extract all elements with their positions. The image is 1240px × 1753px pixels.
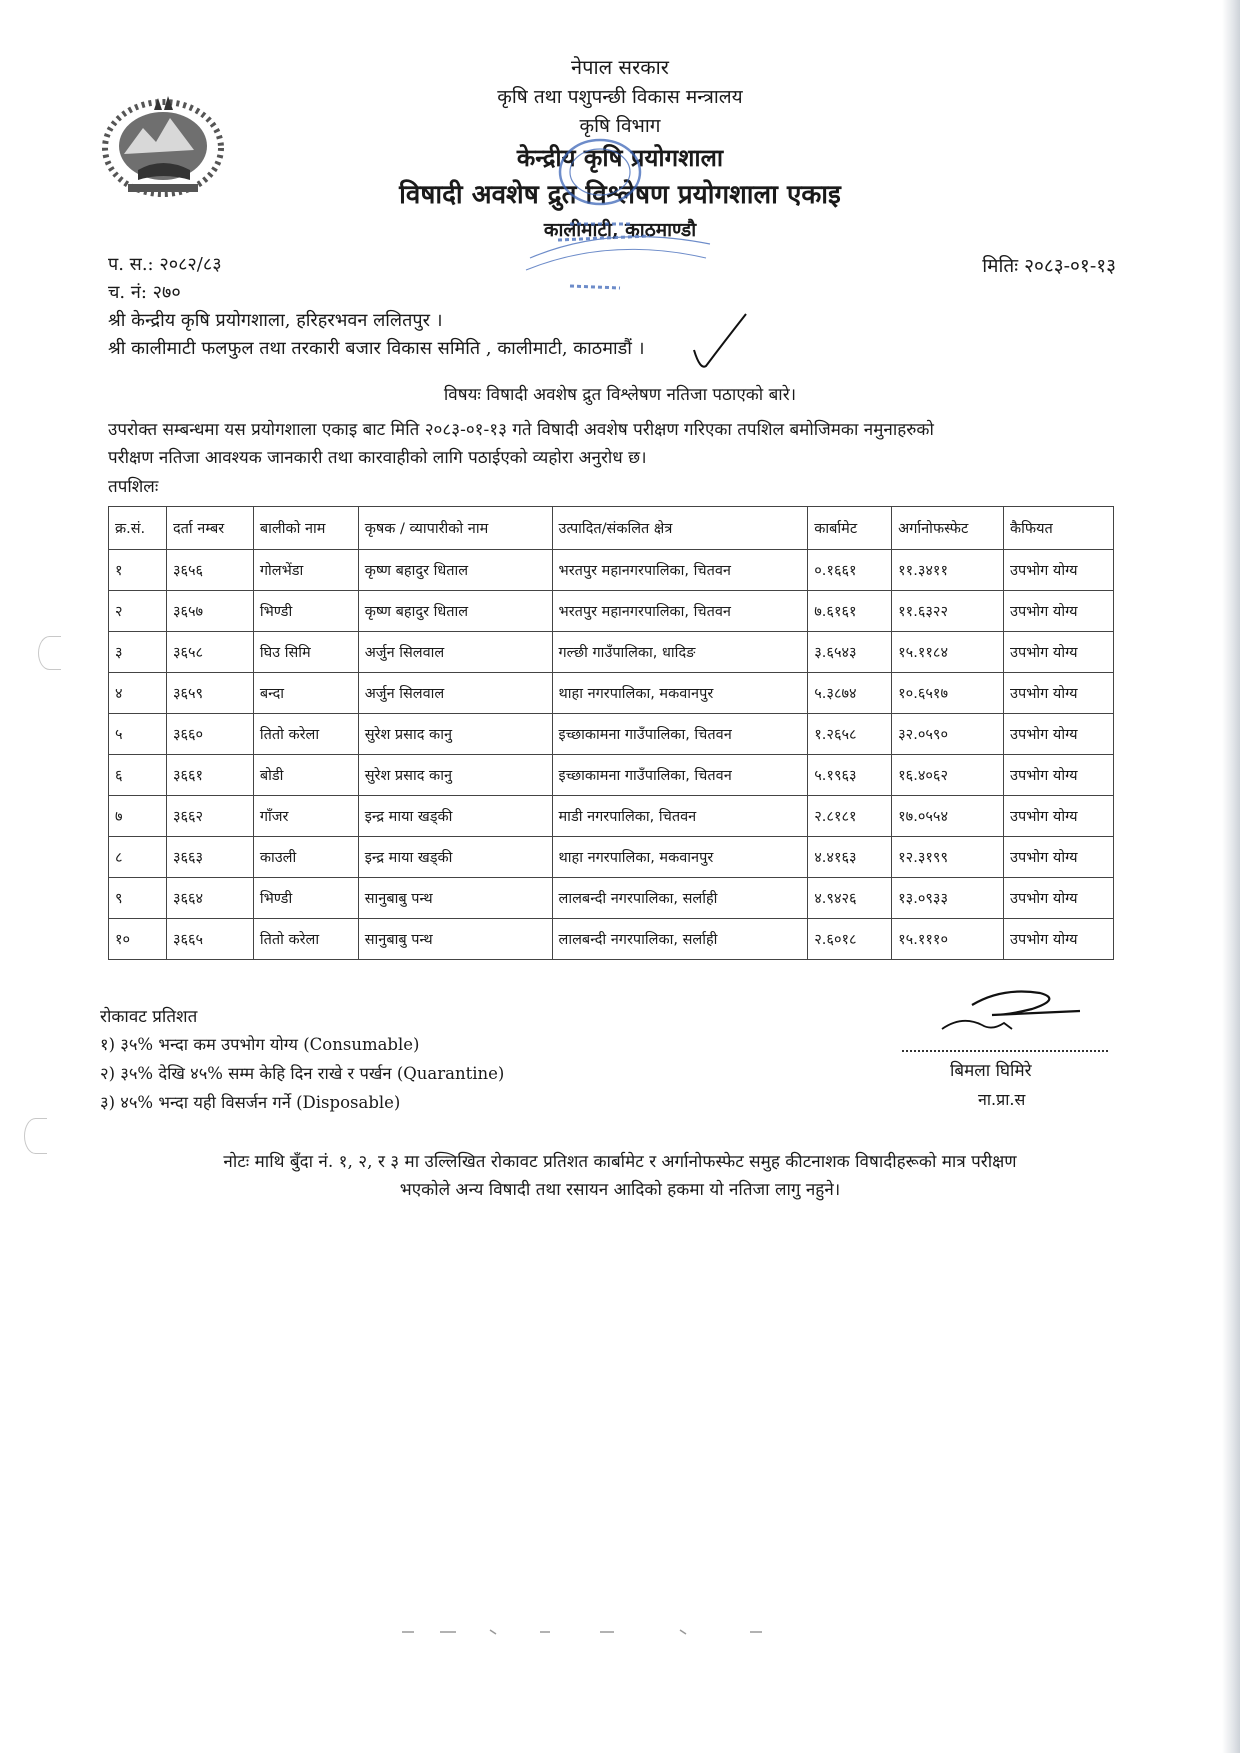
registration-cell: ३६६४ bbox=[166, 878, 253, 919]
carbamate-cell: ५.१९६३ bbox=[808, 755, 892, 796]
registration-cell: ३६५६ bbox=[166, 550, 253, 591]
footnote-line: भएकोले अन्य विषादी तथा रसायन आदिको हकमा यो नतिजा लागु नहुने। bbox=[399, 1180, 841, 1200]
table-row bbox=[109, 632, 1114, 673]
registration-cell: ३६५८ bbox=[166, 632, 253, 673]
organophosphate-cell: १७.०५५४ bbox=[892, 796, 1004, 837]
dispatch-number: च. नं: २७० bbox=[108, 282, 181, 303]
tick-mark-icon bbox=[690, 310, 750, 370]
registration-cell: ३६६५ bbox=[166, 919, 253, 960]
farmer-cell: इन्द्र माया खड्की bbox=[358, 837, 552, 878]
registration-cell: ३६५७ bbox=[166, 591, 253, 632]
registration-cell: ३६५९ bbox=[166, 673, 253, 714]
department-name: कृषि विभाग bbox=[579, 115, 661, 137]
registration-cell: ३६६१ bbox=[166, 755, 253, 796]
location-cell: भरतपुर महानगरपालिका, चितवन bbox=[552, 591, 808, 632]
table-row bbox=[109, 837, 1114, 878]
footnote bbox=[120, 1148, 1120, 1204]
carbamate-cell: ७.६१६१ bbox=[808, 591, 892, 632]
carbamate-cell: १.२६५८ bbox=[808, 714, 892, 755]
organophosphate-cell: १३.०९३३ bbox=[892, 878, 1004, 919]
serial-cell: ६ bbox=[109, 755, 167, 796]
location-cell: थाहा नगरपालिका, मकवानपुर bbox=[552, 673, 808, 714]
crop-cell: काउली bbox=[253, 837, 358, 878]
farmer-cell: इन्द्र माया खड्की bbox=[358, 796, 552, 837]
organophosphate-cell: ३२.०५९० bbox=[892, 714, 1004, 755]
binding-hole-mark bbox=[24, 1118, 47, 1154]
organophosphate-cell: १५.१११० bbox=[892, 919, 1004, 960]
carbamate-cell: ३.६५४३ bbox=[808, 632, 892, 673]
crop-cell: बन्दा bbox=[253, 673, 358, 714]
office-stamp-icon bbox=[510, 128, 720, 308]
column-header: क्र.सं. bbox=[109, 507, 167, 550]
body-line: परीक्षण नतिजा आवश्यक जानकारी तथा कारवाहीको लागि पठाईएको व्यहोरा अनुरोध छ। bbox=[108, 448, 647, 468]
location-cell: लालबन्दी नगरपालिका, सर्लाही bbox=[552, 878, 808, 919]
farmer-cell: सुरेश प्रसाद कानु bbox=[358, 714, 552, 755]
body-paragraph bbox=[108, 416, 1108, 472]
central-lab-name: केन्द्रीय कृषि प्रयोगशाला bbox=[516, 143, 724, 172]
remark-cell: उपभोग योग्य bbox=[1004, 919, 1114, 960]
serial-cell: १० bbox=[109, 919, 167, 960]
farmer-cell: सुरेश प्रसाद कानु bbox=[358, 755, 552, 796]
remark-cell: उपभोग योग्य bbox=[1004, 550, 1114, 591]
registration-cell: ३६६० bbox=[166, 714, 253, 755]
crop-cell: घिउ सिमि bbox=[253, 632, 358, 673]
farmer-cell: अर्जुन सिलवाल bbox=[358, 673, 552, 714]
crop-cell: तितो करेला bbox=[253, 714, 358, 755]
crop-cell: भिण्डी bbox=[253, 591, 358, 632]
serial-cell: ३ bbox=[109, 632, 167, 673]
letter-date: मितिः २०८३-०१-१३ bbox=[982, 255, 1116, 277]
column-header: बालीको नाम bbox=[253, 507, 358, 550]
remark-cell: उपभोग योग्य bbox=[1004, 632, 1114, 673]
location-cell: थाहा नगरपालिका, मकवानपुर bbox=[552, 837, 808, 878]
organophosphate-cell: १०.६५१७ bbox=[892, 673, 1004, 714]
serial-cell: १ bbox=[109, 550, 167, 591]
faint-footer-marks bbox=[400, 1626, 780, 1638]
serial-cell: ५ bbox=[109, 714, 167, 755]
carbamate-cell: २.८१८१ bbox=[808, 796, 892, 837]
binding-hole-mark bbox=[38, 636, 61, 670]
table-row bbox=[109, 755, 1114, 796]
carbamate-cell: ४.९४२६ bbox=[808, 878, 892, 919]
location-cell: गल्छी गाउँपालिका, धादिङ bbox=[552, 632, 808, 673]
location-cell: इच्छाकामना गाउँपालिका, चितवन bbox=[552, 755, 808, 796]
crop-cell: बोडी bbox=[253, 755, 358, 796]
location-cell: इच्छाकामना गाउँपालिका, चितवन bbox=[552, 714, 808, 755]
farmer-cell: कृष्ण बहादुर धिताल bbox=[358, 550, 552, 591]
organophosphate-cell: ११.६३२२ bbox=[892, 591, 1004, 632]
column-header: दर्ता नम्बर bbox=[166, 507, 253, 550]
column-header: उत्पादित/संकलित क्षेत्र bbox=[552, 507, 808, 550]
remark-cell: उपभोग योग्य bbox=[1004, 591, 1114, 632]
table-row bbox=[109, 673, 1114, 714]
serial-cell: २ bbox=[109, 591, 167, 632]
table-row bbox=[109, 550, 1114, 591]
serial-cell: ८ bbox=[109, 837, 167, 878]
reference-number: प. स.: २०८२/८३ bbox=[108, 254, 222, 275]
legend-item: ३) ४५% भन्दा यही विसर्जन गर्ने (Disposable) bbox=[100, 1093, 401, 1112]
signatory-name: बिमला घिमिरे bbox=[950, 1061, 1032, 1081]
crop-cell: गाँजर bbox=[253, 796, 358, 837]
government-name: नेपाल सरकार bbox=[571, 55, 669, 79]
signatory-title: ना.प्रा.स bbox=[978, 1090, 1026, 1109]
location-cell: लालबन्दी नगरपालिका, सर्लाही bbox=[552, 919, 808, 960]
legend-item: १) ३५% भन्दा कम उपभोग योग्य (Consumable) bbox=[100, 1035, 420, 1054]
organophosphate-cell: १२.३१९९ bbox=[892, 837, 1004, 878]
table-row bbox=[109, 591, 1114, 632]
crop-cell: तितो करेला bbox=[253, 919, 358, 960]
legend-list bbox=[100, 1030, 504, 1117]
crop-cell: गोलभेंडा bbox=[253, 550, 358, 591]
crop-cell: भिण्डी bbox=[253, 878, 358, 919]
body-line: उपरोक्त सम्बन्धमा यस प्रयोगशाला एकाइ बाट मिति २०८३-०१-१३ गते विषादी अवशेष परीक्षण गरिएका तपशिल बमोजिमका नमुनाहरुको bbox=[108, 420, 934, 440]
carbamate-cell: ४.४१६३ bbox=[808, 837, 892, 878]
location-cell: माडी नगरपालिका, चितवन bbox=[552, 796, 808, 837]
recipient-1: श्री केन्द्रीय कृषि प्रयोगशाला, हरिहरभवन ललितपुर । bbox=[108, 310, 443, 331]
carbamate-cell: ०.१६६१ bbox=[808, 550, 892, 591]
organophosphate-cell: १५.११८४ bbox=[892, 632, 1004, 673]
table-row bbox=[109, 714, 1114, 755]
scan-edge bbox=[1222, 0, 1240, 1753]
results-table bbox=[108, 506, 1114, 960]
farmer-cell: सानुबाबु पन्थ bbox=[358, 919, 552, 960]
signature-line bbox=[902, 1030, 1108, 1052]
column-header: कृषक / व्यापारीको नाम bbox=[358, 507, 552, 550]
farmer-cell: कृष्ण बहादुर धिताल bbox=[358, 591, 552, 632]
carbamate-cell: ५.३८७४ bbox=[808, 673, 892, 714]
table-header-row bbox=[109, 507, 1114, 550]
recipient-2: श्री कालीमाटी फलफुल तथा तरकारी बजार विकास समिति , कालीमाटी, काठमाडौं । bbox=[108, 338, 645, 359]
carbamate-cell: २.६०१८ bbox=[808, 919, 892, 960]
remark-cell: उपभोग योग्य bbox=[1004, 878, 1114, 919]
organophosphate-cell: १६.४०६२ bbox=[892, 755, 1004, 796]
legend-item: २) ३५% देखि ४५% सम्म केहि दिन राखे र पर्खन (Quarantine) bbox=[100, 1064, 505, 1083]
ministry-name: कृषि तथा पशुपन्छी विकास मन्त्रालय bbox=[497, 86, 743, 108]
table-row bbox=[109, 878, 1114, 919]
location-cell: भरतपुर महानगरपालिका, चितवन bbox=[552, 550, 808, 591]
serial-cell: ९ bbox=[109, 878, 167, 919]
remark-cell: उपभोग योग्य bbox=[1004, 755, 1114, 796]
serial-cell: ४ bbox=[109, 673, 167, 714]
legend-title: रोकावट प्रतिशत bbox=[100, 1007, 198, 1027]
table-row bbox=[109, 796, 1114, 837]
subject-line: विषयः विषादी अवशेष द्रुत विश्लेषण नतिजा पठाएको बारे। bbox=[443, 385, 797, 405]
unit-name: विषादी अवशेष द्रुत विश्लेषण प्रयोगशाला एकाइ bbox=[399, 180, 841, 210]
organophosphate-cell: ११.३४११ bbox=[892, 550, 1004, 591]
remark-cell: उपभोग योग्य bbox=[1004, 673, 1114, 714]
office-location: कालीमाटी, काठमाण्डौ bbox=[543, 219, 697, 241]
serial-cell: ७ bbox=[109, 796, 167, 837]
column-header: अर्गानोफस्फेट bbox=[892, 507, 1004, 550]
column-header: कैफियत bbox=[1004, 507, 1114, 550]
farmer-cell: सानुबाबु पन्थ bbox=[358, 878, 552, 919]
registration-cell: ३६६३ bbox=[166, 837, 253, 878]
column-header: कार्बामेट bbox=[808, 507, 892, 550]
footnote-line: नोटः माथि बुँदा नं. १, २, र ३ मा उल्लिखित रोकावट प्रतिशत कार्बामेट र अर्गानोफस्फेट समुह कीटनाशक विषादीहरूको मात्र परीक्षण bbox=[223, 1152, 1017, 1172]
remark-cell: उपभोग योग्य bbox=[1004, 796, 1114, 837]
farmer-cell: अर्जुन सिलवाल bbox=[358, 632, 552, 673]
table-row bbox=[109, 919, 1114, 960]
registration-cell: ३६६२ bbox=[166, 796, 253, 837]
details-label: तपशिलः bbox=[108, 477, 159, 497]
remark-cell: उपभोग योग्य bbox=[1004, 714, 1114, 755]
remark-cell: उपभोग योग्य bbox=[1004, 837, 1114, 878]
